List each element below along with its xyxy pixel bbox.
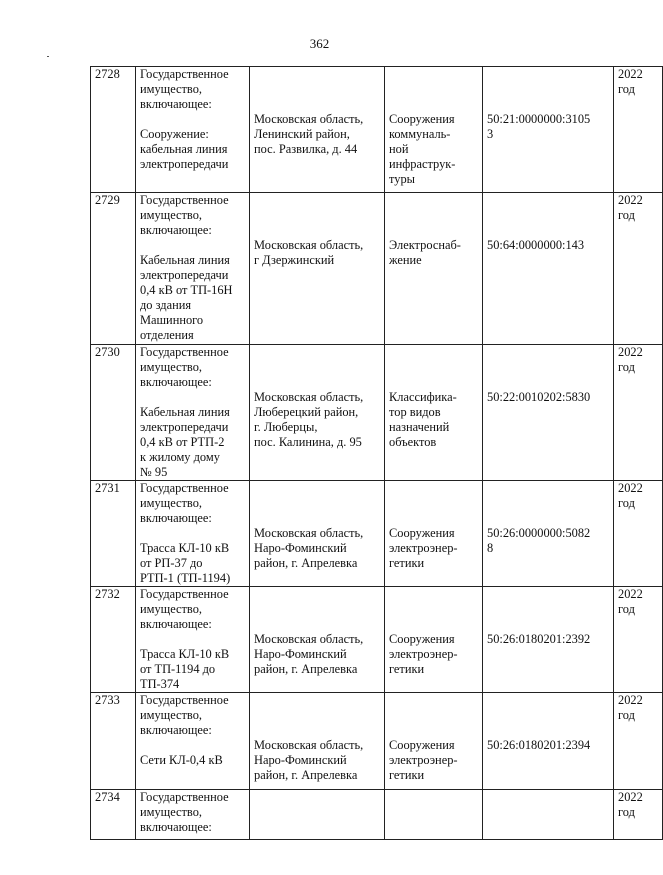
table-row bbox=[91, 587, 663, 693]
property-header-line: включающее: bbox=[140, 97, 212, 111]
property-header bbox=[140, 67, 246, 112]
purpose-text-line: Сооружения bbox=[389, 738, 455, 752]
property-header bbox=[140, 693, 246, 738]
year-text bbox=[618, 345, 659, 375]
property-header-line: включающее: bbox=[140, 511, 212, 525]
property-header-line: Государственное bbox=[140, 193, 229, 207]
property-header bbox=[140, 193, 246, 238]
purpose-text bbox=[389, 587, 479, 677]
purpose-text-line: туры bbox=[389, 172, 415, 186]
cadastral-text-line: 50:21:0000000:3105 bbox=[487, 112, 591, 126]
year-cell bbox=[614, 481, 663, 587]
purpose-text-line: тор видов bbox=[389, 405, 441, 419]
cadastral-number bbox=[483, 481, 614, 587]
object-name-line: Кабельная линия bbox=[140, 253, 230, 267]
property-header-line: Государственное bbox=[140, 693, 229, 707]
property-description bbox=[136, 481, 250, 587]
location-text-line: район, г. Апрелевка bbox=[254, 768, 358, 782]
cadastral-text-line: 8 bbox=[487, 541, 494, 555]
cadastral-text-line: 50:26:0180201:2394 bbox=[487, 738, 591, 752]
object-purpose bbox=[385, 193, 483, 345]
object-name-line: отделения bbox=[140, 328, 194, 342]
object-location bbox=[250, 790, 385, 840]
property-header-line: Государственное bbox=[140, 481, 229, 495]
location-text-line: пос. Развилка, д. 44 bbox=[254, 142, 358, 156]
object-name bbox=[140, 238, 246, 343]
property-header-line: имущество, bbox=[140, 360, 202, 374]
year-text-line: 2022 bbox=[618, 790, 643, 804]
property-header bbox=[140, 790, 246, 835]
year-text-line: 2022 bbox=[618, 481, 643, 495]
row-number: 2730 bbox=[91, 345, 136, 481]
cadastral-text-line: 50:26:0000000:5082 bbox=[487, 526, 591, 540]
year-text-line: год bbox=[618, 602, 635, 616]
location-text-line: Люберецкий район, bbox=[254, 405, 359, 419]
year-text-line: год bbox=[618, 82, 635, 96]
cadastral-text bbox=[487, 67, 610, 142]
location-text-line: Ленинский район, bbox=[254, 127, 350, 141]
purpose-text-line: Сооружения bbox=[389, 112, 455, 126]
cadastral-text-line: 50:64:0000000:143 bbox=[487, 238, 585, 252]
year-text-line: 2022 bbox=[618, 345, 643, 359]
year-text-line: год bbox=[618, 496, 635, 510]
row-number: 2733 bbox=[91, 693, 136, 790]
property-header-line: имущество, bbox=[140, 208, 202, 222]
purpose-text-line: гетики bbox=[389, 556, 425, 570]
purpose-text bbox=[389, 67, 479, 187]
location-text-line: район, г. Апрелевка bbox=[254, 662, 358, 676]
object-name bbox=[140, 390, 246, 480]
year-text bbox=[618, 693, 659, 723]
property-header-line: Государственное bbox=[140, 587, 229, 601]
object-location bbox=[250, 345, 385, 481]
object-name bbox=[140, 632, 246, 692]
year-text bbox=[618, 481, 659, 511]
cadastral-text bbox=[487, 693, 610, 753]
property-header-line: включающее: bbox=[140, 617, 212, 631]
scan-mark bbox=[47, 56, 49, 57]
row-number: 2732 bbox=[91, 587, 136, 693]
table-row bbox=[91, 693, 663, 790]
cadastral-text bbox=[487, 587, 610, 647]
cadastral-text-line: 50:26:0180201:2392 bbox=[487, 632, 591, 646]
object-location bbox=[250, 67, 385, 193]
table-body bbox=[91, 67, 663, 840]
location-text-line: г Дзержинский bbox=[254, 253, 335, 267]
property-header-line: включающее: bbox=[140, 820, 212, 834]
property-description bbox=[136, 587, 250, 693]
location-text bbox=[254, 67, 381, 157]
location-text-line: Московская область, bbox=[254, 632, 364, 646]
object-purpose bbox=[385, 693, 483, 790]
property-header-line: включающее: bbox=[140, 375, 212, 389]
location-text-line: Наро-Фоминский bbox=[254, 647, 347, 661]
row-number: 2734 bbox=[91, 790, 136, 840]
cadastral-number bbox=[483, 345, 614, 481]
cadastral-text bbox=[487, 481, 610, 556]
location-text bbox=[254, 345, 381, 450]
purpose-text-line: ной bbox=[389, 142, 409, 156]
table-row bbox=[91, 790, 663, 840]
location-text-line: Московская область, bbox=[254, 738, 364, 752]
location-text bbox=[254, 693, 381, 783]
object-name-line: ТП-374 bbox=[140, 677, 180, 691]
object-name-line: Трасса КЛ-10 кВ bbox=[140, 541, 230, 555]
location-text-line: Наро-Фоминский bbox=[254, 541, 347, 555]
object-name-line: Сети КЛ-0,4 кВ bbox=[140, 753, 223, 767]
purpose-text-line: электроэнер- bbox=[389, 647, 458, 661]
object-name-line: 0,4 кВ от ТП-16Н bbox=[140, 283, 233, 297]
object-name-line: № 95 bbox=[140, 465, 168, 479]
cadastral-number bbox=[483, 587, 614, 693]
property-description bbox=[136, 345, 250, 481]
object-name-line: от РП-37 до bbox=[140, 556, 203, 570]
table-row bbox=[91, 481, 663, 587]
property-description bbox=[136, 193, 250, 345]
purpose-text-line: инфраструк- bbox=[389, 157, 456, 171]
location-text-line: Московская область, bbox=[254, 238, 364, 252]
object-name-line: электропередачи bbox=[140, 420, 229, 434]
year-text-line: 2022 bbox=[618, 67, 643, 81]
property-header-line: имущество, bbox=[140, 805, 202, 819]
year-text-line: 2022 bbox=[618, 193, 643, 207]
object-name-line: РТП-1 (ТП-1194) bbox=[140, 571, 231, 585]
property-header-line: имущество, bbox=[140, 82, 202, 96]
year-text-line: 2022 bbox=[618, 587, 643, 601]
year-cell bbox=[614, 193, 663, 345]
table-row bbox=[91, 67, 663, 193]
purpose-text-line: объектов bbox=[389, 435, 437, 449]
property-header bbox=[140, 587, 246, 632]
location-text bbox=[254, 193, 381, 268]
purpose-text-line: Сооружения bbox=[389, 632, 455, 646]
purpose-text-line: гетики bbox=[389, 768, 425, 782]
object-name-line: до здания bbox=[140, 298, 192, 312]
year-cell bbox=[614, 693, 663, 790]
object-name bbox=[140, 112, 246, 172]
location-text bbox=[254, 587, 381, 677]
object-purpose bbox=[385, 345, 483, 481]
purpose-text-line: электроэнер- bbox=[389, 541, 458, 555]
property-header bbox=[140, 345, 246, 390]
object-name-line: Сооружение: bbox=[140, 127, 209, 141]
purpose-text-line: коммуналь- bbox=[389, 127, 451, 141]
purpose-text-line: электроэнер- bbox=[389, 753, 458, 767]
object-name-line: Трасса КЛ-10 кВ bbox=[140, 647, 230, 661]
property-description bbox=[136, 67, 250, 193]
purpose-text bbox=[389, 345, 479, 450]
location-text-line: Московская область, bbox=[254, 526, 364, 540]
table-row bbox=[91, 345, 663, 481]
object-name-line: 0,4 кВ от РТП-2 bbox=[140, 435, 225, 449]
year-cell bbox=[614, 790, 663, 840]
object-location bbox=[250, 193, 385, 345]
year-cell bbox=[614, 67, 663, 193]
purpose-text-line: Классифика- bbox=[389, 390, 457, 404]
object-purpose bbox=[385, 67, 483, 193]
property-header-line: имущество, bbox=[140, 708, 202, 722]
property-description bbox=[136, 693, 250, 790]
cadastral-number bbox=[483, 67, 614, 193]
cadastral-text-line: 3 bbox=[487, 127, 494, 141]
object-name-line: к жилому дому bbox=[140, 450, 220, 464]
location-text-line: Наро-Фоминский bbox=[254, 753, 347, 767]
cadastral-number bbox=[483, 790, 614, 840]
object-name-line: электропередачи bbox=[140, 157, 229, 171]
row-number: 2728 bbox=[91, 67, 136, 193]
object-name-line: Машинного bbox=[140, 313, 204, 327]
purpose-text bbox=[389, 193, 479, 268]
property-header-line: включающее: bbox=[140, 223, 212, 237]
location-text-line: г. Люберцы, bbox=[254, 420, 318, 434]
location-text-line: Московская область, bbox=[254, 112, 364, 126]
page-number: 362 bbox=[309, 36, 330, 51]
property-description bbox=[136, 790, 250, 840]
cadastral-number bbox=[483, 193, 614, 345]
property-header-line: Государственное bbox=[140, 345, 229, 359]
cadastral-text bbox=[487, 193, 610, 253]
year-text-line: год bbox=[618, 360, 635, 374]
purpose-text-line: назначений bbox=[389, 420, 450, 434]
object-purpose bbox=[385, 587, 483, 693]
property-header-line: имущество, bbox=[140, 602, 202, 616]
year-text-line: 2022 bbox=[618, 693, 643, 707]
row-number: 2731 bbox=[91, 481, 136, 587]
location-text-line: район, г. Апрелевка bbox=[254, 556, 358, 570]
object-location bbox=[250, 587, 385, 693]
property-header-line: Государственное bbox=[140, 67, 229, 81]
purpose-text-line: Электроснаб- bbox=[389, 238, 461, 252]
cadastral-text bbox=[487, 345, 610, 405]
purpose-text-line: гетики bbox=[389, 662, 425, 676]
location-text-line: пос. Калинина, д. 95 bbox=[254, 435, 362, 449]
property-header bbox=[140, 481, 246, 526]
year-cell bbox=[614, 345, 663, 481]
year-text-line: год bbox=[618, 805, 635, 819]
year-text-line: год bbox=[618, 208, 635, 222]
object-name-line: кабельная линия bbox=[140, 142, 228, 156]
property-registry-table bbox=[90, 66, 663, 840]
object-purpose bbox=[385, 481, 483, 587]
property-header-line: Государственное bbox=[140, 790, 229, 804]
object-name bbox=[140, 526, 246, 586]
purpose-text-line: Сооружения bbox=[389, 526, 455, 540]
year-text bbox=[618, 193, 659, 223]
property-header-line: имущество, bbox=[140, 496, 202, 510]
row-number: 2729 bbox=[91, 193, 136, 345]
object-location bbox=[250, 481, 385, 587]
year-text bbox=[618, 790, 659, 820]
cadastral-text-line: 50:22:0010202:5830 bbox=[487, 390, 591, 404]
table-row bbox=[91, 193, 663, 345]
location-text bbox=[254, 481, 381, 571]
object-name-line: электропередачи bbox=[140, 268, 229, 282]
purpose-text-line: жение bbox=[389, 253, 422, 267]
cadastral-number bbox=[483, 693, 614, 790]
location-text-line: Московская область, bbox=[254, 390, 364, 404]
object-purpose bbox=[385, 790, 483, 840]
year-text bbox=[618, 67, 659, 97]
object-name-line: Кабельная линия bbox=[140, 405, 230, 419]
year-text-line: год bbox=[618, 708, 635, 722]
object-location bbox=[250, 693, 385, 790]
object-name-line: от ТП-1194 до bbox=[140, 662, 216, 676]
year-cell bbox=[614, 587, 663, 693]
year-text bbox=[618, 587, 659, 617]
purpose-text bbox=[389, 693, 479, 783]
property-header-line: включающее: bbox=[140, 723, 212, 737]
object-name bbox=[140, 738, 246, 768]
purpose-text bbox=[389, 481, 479, 571]
